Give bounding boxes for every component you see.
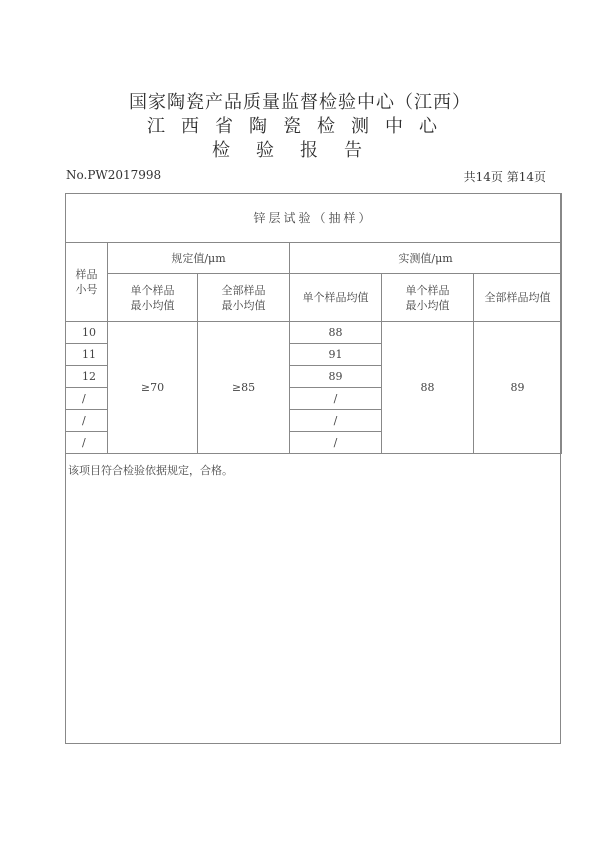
- spec-all-min-value: ≥85: [198, 322, 290, 454]
- report-number: No.PW2017998: [66, 168, 162, 182]
- measured-all-avg-header: 全部样品均值: [474, 274, 562, 322]
- zinc-layer-test-table: [65, 193, 562, 454]
- sample-no-cell: 10: [66, 322, 108, 344]
- single-avg-cell: 91: [290, 344, 382, 366]
- spec-single-min-value: ≥70: [108, 322, 198, 454]
- sample-no-cell: /: [66, 410, 108, 432]
- sample-no-cell: /: [66, 388, 108, 410]
- sample-no-cell: 12: [66, 366, 108, 388]
- sample-no-header: 样品小号: [66, 243, 108, 322]
- single-avg-cell: 88: [290, 322, 382, 344]
- conclusion-text: 该项目符合检验依据规定，合格。: [68, 464, 233, 477]
- single-avg-cell: /: [290, 388, 382, 410]
- report-title-line3: 检验报告: [212, 140, 388, 161]
- page-info: 共14页 第14页: [463, 170, 546, 184]
- specified-value-header: 规定值/μm: [108, 243, 290, 274]
- sample-no-cell: 11: [66, 344, 108, 366]
- single-avg-cell: /: [290, 410, 382, 432]
- sample-no-cell: /: [66, 432, 108, 454]
- single-avg-cell: /: [290, 432, 382, 454]
- measured-single-min-header: 单个样品最小均值: [382, 274, 474, 322]
- report-title-line1: 国家陶瓷产品质量监督检验中心（江西）: [129, 92, 471, 113]
- report-title-line2: 江西省陶瓷检测中心: [147, 116, 453, 137]
- test-name-header: 锌层试验（抽样）: [66, 194, 562, 243]
- measured-all-avg-value: 89: [474, 322, 562, 454]
- spec-single-min-header: 单个样品最小均值: [108, 274, 198, 322]
- measured-single-min-value: 88: [382, 322, 474, 454]
- measured-value-header: 实测值/μm: [290, 243, 562, 274]
- measured-single-avg-header: 单个样品均值: [290, 274, 382, 322]
- spec-all-min-header: 全部样品最小均值: [198, 274, 290, 322]
- single-avg-cell: 89: [290, 366, 382, 388]
